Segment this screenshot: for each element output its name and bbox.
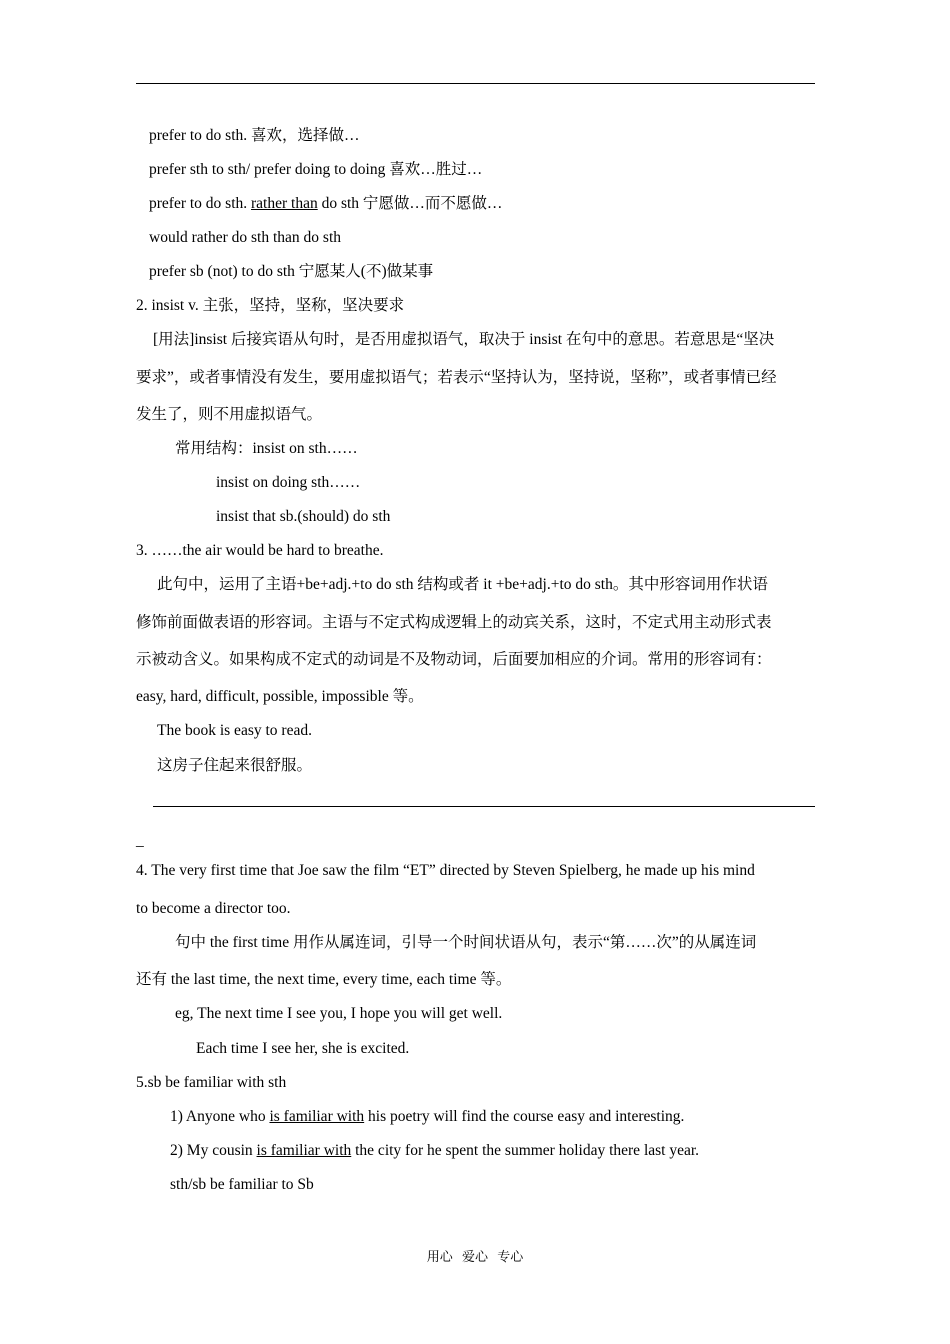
paragraph-line: 还有 the last time, the next time, every time, each time 等。 — [136, 971, 512, 988]
line-prefer-to-do: prefer to do sth. 喜欢，选择做… — [149, 127, 360, 144]
text-segment: 2) My cousin — [170, 1142, 257, 1159]
paragraph-line: [用法]insist 后接宾语从句时，是否用虚拟语气，取决于 insist 在句中的意思。若意思是“坚决 — [153, 331, 775, 348]
paragraph-line: 此句中，运用了主语+be+adj.+to do sth 结构或者 it +be+adj.+to do sth。其中形容词用作状语 — [157, 576, 768, 593]
example-sentence: The book is easy to read. — [157, 722, 312, 739]
example-sentence: eg, The next time I see you, I hope you will get well. — [175, 1005, 503, 1022]
text-segment: the city for he spent the summer holiday there last year. — [351, 1142, 700, 1159]
example-sentence — [170, 1141, 699, 1161]
structure-line: sth/sb be familiar to Sb — [170, 1176, 314, 1193]
text-segment: prefer to do sth. — [149, 195, 252, 212]
paragraph-line: easy, hard, difficult, possible, impossible 等。 — [136, 688, 424, 705]
header-rule — [136, 83, 815, 84]
text-segment: his poetry will find the course easy and interesting. — [364, 1108, 685, 1125]
heading-breathe: 3. ……the air would be hard to breathe. — [136, 542, 384, 559]
example-sentence — [170, 1107, 684, 1127]
line-prefer-sth-to-sth: prefer sth to sth/ prefer doing to doing 喜欢…胜过… — [149, 161, 483, 178]
heading-familiar: 5.sb be familiar with sth — [136, 1074, 287, 1091]
line-prefer-rather-than — [149, 194, 502, 214]
heading-first-time: 4. The very first time that Joe saw the film “ET” directed by Steven Spielberg, he made up his mind — [136, 862, 755, 879]
structure-line: 常用结构：insist on sth…… — [175, 440, 358, 457]
example-sentence: Each time I see her, she is excited. — [196, 1040, 410, 1057]
underlined-phrase: rather than — [251, 195, 318, 212]
text-segment: 1) Anyone who — [170, 1108, 270, 1125]
blank-end-mark: _ — [136, 832, 144, 849]
text-segment: do sth 宁愿做…而不愿做… — [317, 195, 503, 212]
structure-line: insist that sb.(should) do sth — [216, 508, 391, 525]
line-prefer-sb: prefer sb (not) to do sth 宁愿某人(不)做某事 — [149, 263, 434, 280]
answer-blank-line — [153, 806, 815, 807]
paragraph-line: 发生了，则不用虚拟语气。 — [136, 406, 323, 423]
line-would-rather: would rather do sth than do sth — [149, 229, 342, 246]
paragraph-line: 要求”，或者事情没有发生，要用虚拟语气；若表示“坚持认为，坚持说，坚称”，或者事情已经 — [136, 369, 777, 386]
paragraph-line: 示被动含义。如果构成不定式的动词是不及物动词，后面要加相应的介词。常用的形容词有： — [136, 651, 772, 668]
structure-line: insist on doing sth…… — [216, 474, 361, 491]
paragraph-line: 句中 the first time 用作从属连词，引导一个时间状语从句，表示“第……次”的从属连词 — [175, 934, 757, 951]
page-footer: 用心 爱心 专心 — [426, 1249, 524, 1264]
paragraph-line: to become a director too. — [136, 900, 291, 917]
underlined-phrase: is familiar with — [256, 1142, 352, 1159]
heading-insist: 2. insist v. 主张，坚持，坚称，坚决要求 — [136, 297, 405, 314]
paragraph-line: 修饰前面做表语的形容词。主语与不定式构成逻辑上的动宾关系，这时，不定式用主动形式表 — [136, 614, 772, 631]
example-sentence: 这房子住起来很舒服。 — [157, 757, 313, 774]
underlined-phrase: is familiar with — [269, 1108, 365, 1125]
